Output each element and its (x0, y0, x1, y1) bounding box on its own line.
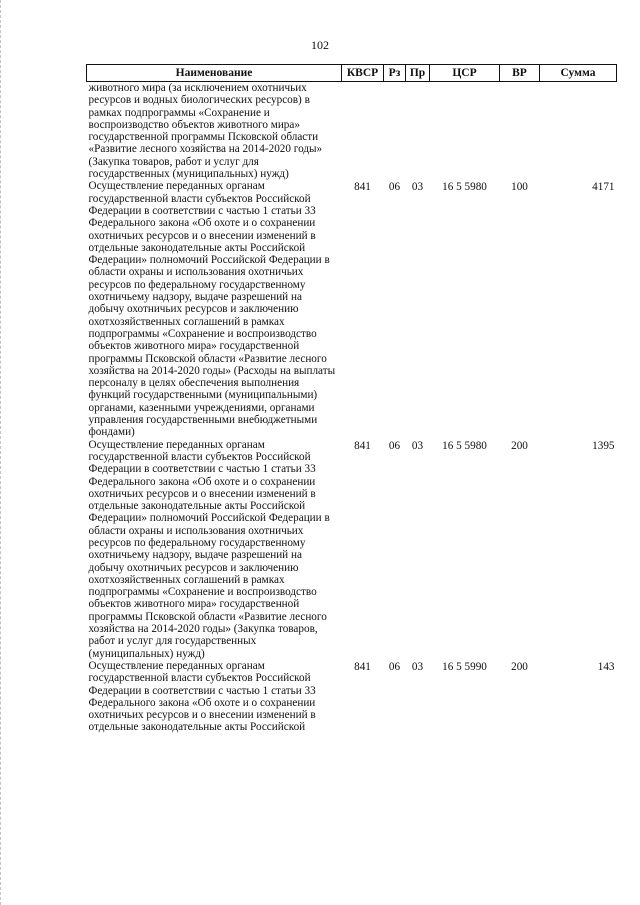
row-pr: 03 (411, 181, 424, 194)
row-name: Осуществление переданных органам государственной власти субъектов Российской Федерации в соответствии с частью 1 статьи 33 Федерального закона «Об охоте и о сохранении охотничьих ресурсов и о внесении изменений в отдельные законодательные акты Российской (88, 659, 316, 734)
header-name: Наименование (87, 65, 342, 82)
row-sum (540, 82, 617, 181)
row-rz: 06 (388, 181, 401, 194)
header-sum: Сумма (540, 65, 617, 82)
row-csr: 16 5 5990 (442, 660, 487, 673)
header-rz: Рз (384, 65, 406, 82)
table-row (87, 660, 617, 734)
row-pr (406, 82, 430, 181)
budget-table (86, 64, 617, 734)
row-rz: 06 (388, 439, 401, 452)
row-vr: 200 (511, 660, 528, 673)
row-pr: 03 (411, 439, 424, 452)
table-row (87, 180, 617, 438)
header-kvsr: КВСР (342, 65, 384, 82)
row-csr: 16 5 5980 (442, 439, 487, 452)
row-kvsr (342, 82, 384, 181)
row-sum: 1395 (592, 439, 615, 452)
row-vr: 200 (511, 439, 528, 452)
scan-edge (0, 0, 5, 905)
row-vr (500, 82, 540, 181)
row-kvsr: 841 (354, 660, 371, 673)
table-header (87, 65, 617, 82)
row-name: животного мира (за исключением охотничьих ресурсов и водных биологических ресурсов) в рамках подпрограммы «Сохранение и воспроизводство объектов животного мира» государственной программы Псковской области «Развитие лесного хозяйства на 2014-2020 годы» (Закупка товаров, работ и услуг для государственных (муниципальных) нужд) (88, 82, 323, 181)
row-csr (430, 82, 500, 181)
row-rz (384, 82, 406, 181)
table-row (87, 82, 617, 181)
row-rz: 06 (388, 660, 401, 673)
row-name: Осуществление переданных органам государственной власти субъектов Российской Федерации в соответствии с частью 1 статьи 33 Федерального закона «Об охоте и о сохранении охотничьих ресурсов и о внесении изменений в отдельные законодательные акты Российской Федерации» полномочий Российской Федерации в области охраны и использования охотничьих ресурсов по федеральному государственному охотничьему надзору, выдаче разрешений на добычу охотничьих ресурсов и заключению охотхозяйственных соглашений в рамках подпрограммы «Сохранение и воспроизводство объектов животного мира» государственной программы Псковской области «Развитие лесного хозяйства на 2014-2020 годы» (Закупка товаров, работ и услуг для государственных (муниципальных) нужд) (88, 438, 330, 660)
row-kvsr: 841 (354, 181, 371, 194)
row-name: Осуществление переданных органам государственной власти субъектов Российской Федерации в соответствии с частью 1 статьи 33 Федерального закона «Об охоте и о сохранении охотничьих ресурсов и о внесении изменений в отдельные законодательные акты Российской Федерации» полномочий Российской Федерации в области охраны и использования охотничьих ресурсов по федеральному государственному охотничьему надзору, выдаче разрешений на добычу охотничьих ресурсов и заключению охотхозяйственных соглашений в рамках подпрограммы «Сохранение и воспроизводство объектов животного мира» государственной программы Псковской области «Развитие лесного хозяйства на 2014-2020 годы» (Расходы на выплаты персоналу в целях обеспечения выполнения функций государственными (муниципальными) органами, казенными учреждениями, органами управления государственными внебюджетными фондами) (88, 180, 336, 439)
row-sum: 143 (597, 660, 615, 673)
page-number: 102 (311, 38, 329, 52)
table-row (87, 439, 617, 660)
row-vr: 100 (511, 181, 528, 194)
row-sum: 4171 (592, 181, 615, 194)
row-csr: 16 5 5980 (442, 181, 487, 194)
header-vr: ВР (500, 65, 540, 82)
row-pr: 03 (411, 660, 424, 673)
header-pr: Пр (406, 65, 430, 82)
row-kvsr: 841 (354, 439, 371, 452)
header-csr: ЦСР (430, 65, 500, 82)
